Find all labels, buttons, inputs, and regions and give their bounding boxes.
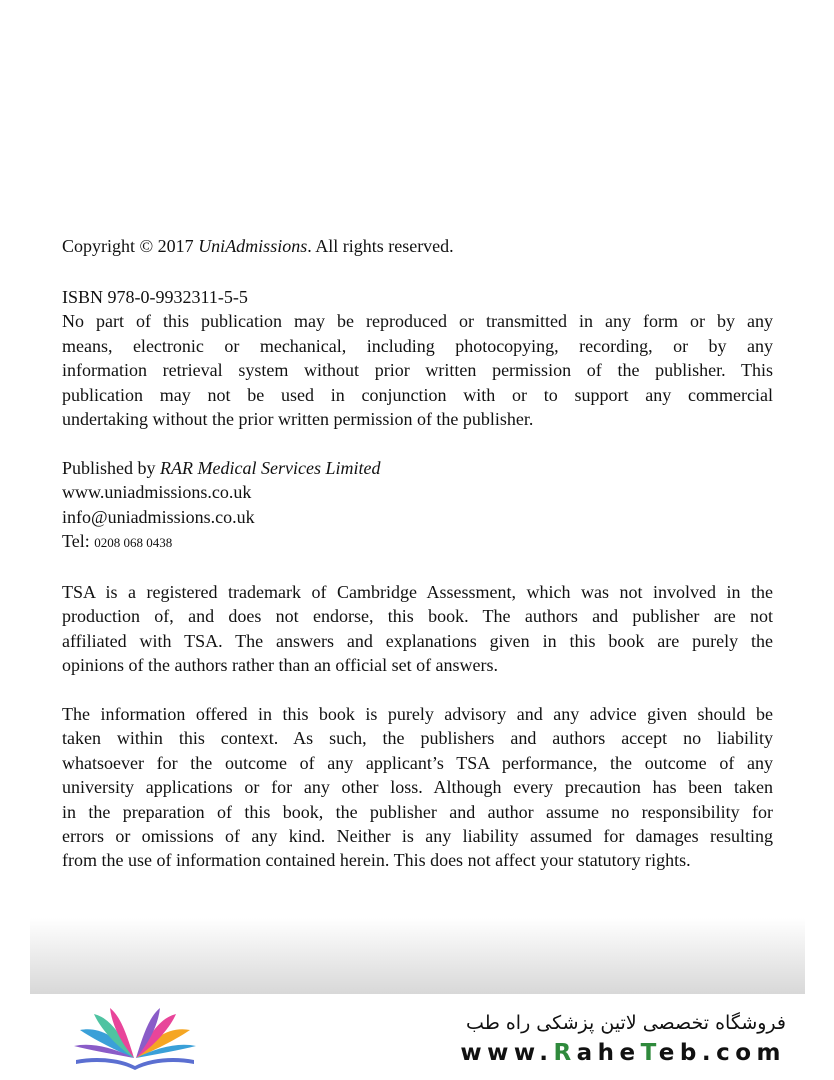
disclaimer-line: university applications or for any other loss. Although every precaution has been taken	[62, 777, 773, 798]
disclaimer-line: errors or omissions of any kind. Neither is any liability assumed for damages resulting	[62, 826, 773, 847]
url-accent: T	[640, 1040, 659, 1066]
footer-shadow	[30, 918, 805, 994]
rights-line: means, electronic or mechanical, including photocopying, recording, or by any	[62, 335, 773, 356]
disclaimer-line: whatsoever for the outcome of any applicant’s TSA performance, the outcome of any	[62, 752, 773, 773]
copyright-brand: UniAdmissions	[198, 236, 308, 256]
trademark-line: TSA is a registered trademark of Cambridge Assessment, which was not involved in the	[62, 582, 773, 602]
publisher-block	[62, 456, 773, 556]
url-part: eb.com	[658, 1040, 786, 1066]
url-part: ahe	[576, 1040, 641, 1066]
publisher-label: Published by	[62, 458, 161, 478]
open-book-logo-icon	[70, 1008, 200, 1070]
copyright-suffix: . All rights reserved.	[307, 236, 454, 256]
url-part: www.	[460, 1040, 554, 1066]
trademark-line: affiliated with TSA. The answers and explanations given in this book are purely the	[62, 630, 773, 651]
trademark-block	[62, 580, 773, 678]
url-accent: R	[553, 1040, 577, 1066]
tel-label: Tel:	[62, 531, 95, 552]
copyright-prefix: Copyright © 2017	[62, 236, 199, 256]
rights-line: No part of this publication may be reproduced or transmitted in any form or by any	[62, 311, 773, 332]
tel-number: 0208 068 0438	[94, 535, 173, 551]
disclaimer-line: from the use of information contained herein. This does not affect your statutory rights.	[62, 850, 691, 871]
disclaimer-line: in the preparation of this book, the publisher and author assume no responsibility for	[62, 801, 773, 822]
rights-line: information retrieval system without prior written permission of the publisher. This	[62, 360, 773, 381]
publisher-website: www.uniadmissions.co.uk	[62, 482, 252, 503]
disclaimer-line: The information offered in this book is purely advisory and any advice given should be	[62, 704, 773, 724]
shop-url[interactable]	[460, 1040, 786, 1066]
isbn: ISBN 978-0-9932311-5-5	[62, 287, 248, 307]
rights-line: undertaking without the prior written permission of the publisher.	[62, 409, 534, 430]
publisher-email: info@uniadmissions.co.uk	[62, 506, 255, 527]
publisher-tel	[62, 529, 773, 555]
publisher-name: RAR Medical Services Limited	[160, 458, 381, 478]
rights-line: publication may not be used in conjunction with or to support any commercial	[62, 384, 773, 405]
trademark-line: opinions of the authors rather than an official set of answers.	[62, 655, 499, 676]
publisher-line	[62, 456, 773, 480]
rights-block	[62, 285, 773, 431]
disclaimer-line: taken within this context. As such, the publishers and authors accept no liability	[62, 728, 773, 749]
disclaimer-block	[62, 702, 773, 873]
copyright-line	[62, 234, 773, 258]
shop-name: فروشگاه تخصصی لاتین پزشکی راه طب	[466, 1012, 786, 1034]
copyright-notice	[62, 234, 773, 258]
trademark-line: production of, and does not endorse, this book. The authors and publisher are not	[62, 606, 773, 627]
